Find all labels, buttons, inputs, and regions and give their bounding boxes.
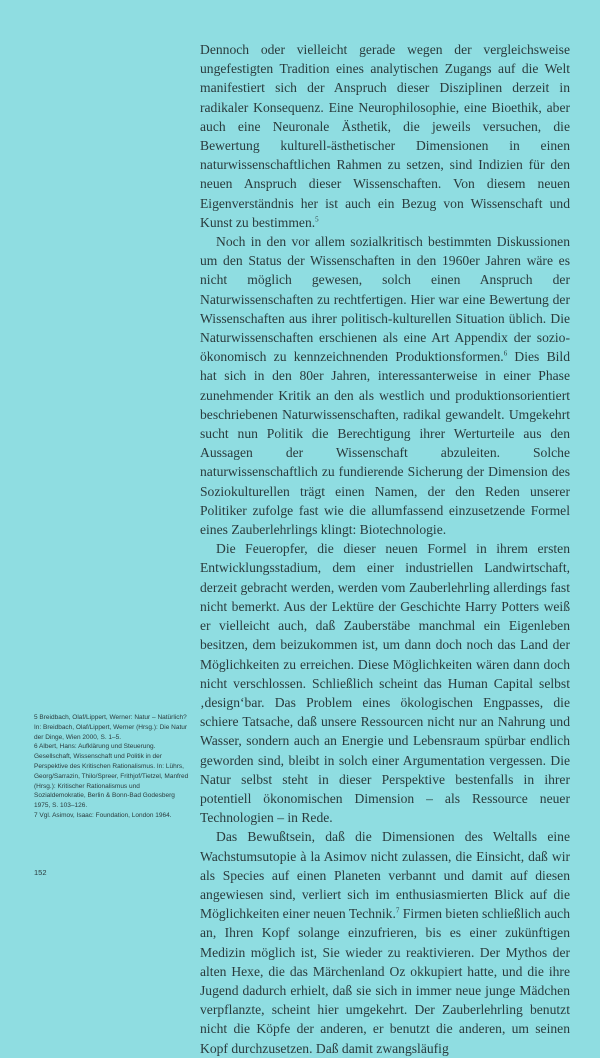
paragraph-1 bbox=[200, 40, 570, 232]
paragraph-2-text-b: Dies Bild hat sich in den 80er Jahren, interessanterweise in einer Phase zunehmender Kritik an den als westlich und produktionsorientiert beschriebenen Naturwissenschaften, radikal gewandelt. Umgekehrt sucht nun Politik die Berechtigung ihrer Werturteile aus den Aussagen der Wissenschaft abzuleiten. Solche naturwissenschaftlich zu fundierende Sicherung der Dimension des Soziokulturellen trägt einen Namen, der den Reden unserer Politiker zufolge fast wie die allumfassend einzusetzende Formel eines Zauberlehrlings klingt: Biotechnologie. bbox=[200, 349, 570, 538]
paragraph-3-text: Die Feueropfer, die dieser neuen Formel in ihrem ersten Entwicklungsstadium, dem einer industriellen Landwirtschaft, derzeit gebracht werden, werden vom Zauberlehrling allerdings fast nicht bemerkt. Aus der Lektüre der Geschichte Harry Potters weiß er vielleicht auch, daß Zauberstäbe manchmal ein Eigenleben besitzen, dem beizukommen ist, um dann doch noch das Land der Möglichkeiten zu erreichen. Diese Möglichkeiten wären dann doch nicht verschlossen. Schließlich scheint das Human Capital selbst ‚design‘bar. Das Problem eines ökologischen Engpasses, die schiere Tatsache, daß unsere Ressourcen nicht nur an Nahrung und Wasser, sondern auch an Energie und Lebensraum spürbar endlich geworden sind, bleibt in solch einer Argumentation vergessen. Die Natur selbst steht in dieser Perspektive bestenfalls in ihrer potentiell ökonomischen Dimension – als Ressource neuer Technologien – in Rede. bbox=[200, 541, 570, 826]
footnote-5: 5 Breidbach, Olaf/Lippert, Werner: Natur – Natürlich? In: Breidbach, Olaf/Lippert, Werner (Hrsg.): Die Natur der Dinge, Wien 2000, S. 1–5. bbox=[34, 714, 188, 741]
page-number: 152 bbox=[34, 868, 47, 877]
paragraph-3 bbox=[200, 539, 570, 827]
paragraph-4-text-a: Das Bewußtsein, daß die Dimensionen des Weltalls eine Wachstumsutopie à la Asimov nicht zulassen, die Einsicht, daß wir als Species auf einen Planeten verbannt und damit auf diesen angewiesen sind, verliert sich im enthusiasmierten Blick auf die Möglichkeiten einer neuen Technik. bbox=[200, 829, 570, 922]
paragraph-2 bbox=[200, 232, 570, 539]
body-text bbox=[200, 40, 570, 1058]
footnote-7: 7 Vgl. Asimov, Isaac: Foundation, London 1964. bbox=[34, 811, 172, 819]
paragraph-2-text-a: Noch in den vor allem sozialkritisch bestimmten Diskussionen um den Status der Wissenschaften in den 1960er Jahren wäre es nicht möglich gewesen, solch einen Anspruch der Naturwissenschaften zu rechtfertigen. Hier war eine Bewertung der Wissenschaften aus ihrer politisch-kulturellen Situation üblich. Die Naturwissenschaften erschienen als eine Art Appendix der sozio-ökonomisch zu kennzeichnenden Produktionsformen. bbox=[200, 234, 570, 365]
footnote-6: 6 Albert, Hans: Aufklärung und Steuerung. Gesellschaft, Wissenschaft und Politik in der Perspektive des Kritischen Rationalismus. In: Lührs, Georg/Sarrazin, Thilo/Spreer, Frithjof/Tietzel, Manfred (Hrsg.): Kritischer Rationalismus und Sozialdemokratie, Berlin & Bonn-Bad Godesberg 1975, S. 103–126. bbox=[34, 743, 189, 810]
footnote-ref-7: 7 bbox=[395, 906, 400, 915]
paragraph-1-text: Dennoch oder vielleicht gerade wegen der vergleichsweise ungefestigten Tradition eines analytischen Zugangs auf die Welt manifestiert sich der Anspruch dieser Disziplinen derzeit in radikaler Konsequenz. Eine Neurophilosophie, eine Bioethik, aber auch eine Neuronale Ästhetik, die jeweils versuchen, die Bewertung kulturell-ästhetischer Dimensionen in einen naturwissenschaftlichen Rahmen zu setzen, sind Indizien für den neuen Anspruch dieser Wissenschaften. Von diesem neuen Eigenverständnis her ist auch ein Bezug von Wissenschaft und Kunst zu bestimmen. bbox=[200, 42, 570, 230]
footnote-ref-5: 5 bbox=[315, 215, 319, 224]
footnotes bbox=[34, 713, 192, 821]
footnote-ref-6: 6 bbox=[503, 349, 508, 358]
paragraph-4 bbox=[200, 827, 570, 1057]
paragraph-4-text-b: Firmen bieten schließlich auch an, Ihren Kopf solange einzufrieren, bis es einer zukünftigen Medizin möglich ist, Sie wieder zu reaktivieren. Der Mythos der alten Hexe, die das Märchenland Oz okkupiert hatte, und die ihre Jugend dadurch erhielt, daß sie sich in immer neue junge Mädchen verpflanzte, scheint hier umgekehrt. Der Zauberlehrling benutzt nicht die Köpfe der anderen, er benutzt die anderen, um seinen Kopf durchzusetzen. Daß damit zwangsläufig bbox=[200, 906, 570, 1056]
